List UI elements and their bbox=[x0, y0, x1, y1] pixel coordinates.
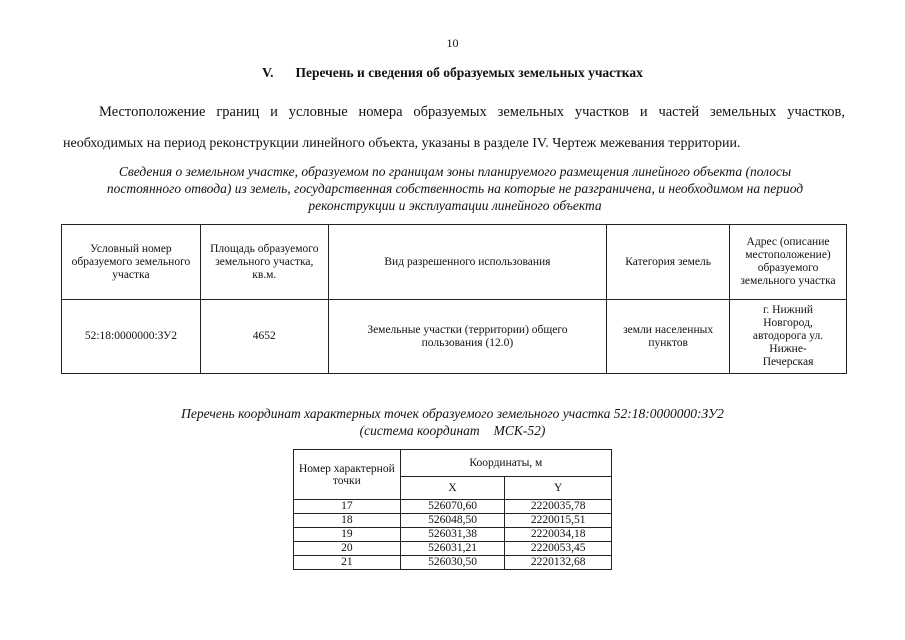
point-cell: 19 bbox=[294, 528, 401, 542]
cell-category: земли населенных пунктов bbox=[607, 300, 730, 374]
caption2-line-2 bbox=[0, 422, 905, 439]
x-cell: 526070,60 bbox=[400, 500, 505, 514]
header-y: Y bbox=[505, 477, 612, 500]
point-cell: 17 bbox=[294, 500, 401, 514]
parcel-table-header-row bbox=[62, 225, 847, 300]
caption2-system-label: (система координат bbox=[359, 423, 480, 438]
cell-address: г. Нижний Новгород, автодорога ул. Нижне-Печерская bbox=[730, 300, 847, 374]
x-cell: 526031,38 bbox=[400, 528, 505, 542]
cell-number: 52:18:0000000:ЗУ2 bbox=[62, 300, 201, 374]
header-use: Вид разрешенного использования bbox=[328, 225, 606, 300]
point-cell: 21 bbox=[294, 556, 401, 570]
header-point: Номер характерной точки bbox=[294, 450, 401, 500]
coords-table-caption bbox=[0, 405, 905, 439]
header-category: Категория земель bbox=[607, 225, 730, 300]
x-cell: 526031,21 bbox=[400, 542, 505, 556]
point-cell: 18 bbox=[294, 514, 401, 528]
table-row bbox=[294, 542, 612, 556]
header-number: Условный номер образуемого земельного участка bbox=[62, 225, 201, 300]
cell-use: Земельные участки (территории) общего пользования (12.0) bbox=[328, 300, 606, 374]
intro-line-2: необходимых на период реконструкции линейного объекта, указаны в разделе IV. Чертеж межевания территории. bbox=[63, 136, 741, 151]
table-row bbox=[294, 556, 612, 570]
coords-header-row-1 bbox=[294, 450, 612, 477]
header-coords: Координаты, м bbox=[400, 450, 611, 477]
intro-paragraph bbox=[63, 97, 845, 159]
cell-area: 4652 bbox=[200, 300, 328, 374]
caption2-line-1: Перечень координат характерных точек образуемого земельного участка 52:18:0000000:ЗУ2 bbox=[181, 406, 724, 421]
parcel-table bbox=[61, 224, 847, 374]
table-row bbox=[294, 528, 612, 542]
section-number: V. bbox=[262, 65, 274, 80]
parcel-table-caption bbox=[60, 163, 850, 214]
y-cell: 2220034,18 bbox=[505, 528, 612, 542]
caption1-line-1: Сведения о земельном участке, образуемом по границам зоны планируемого размещения линейного объекта (полосы bbox=[118, 164, 792, 179]
header-address: Адрес (описание местоположение) образуемого земельного участка bbox=[730, 225, 847, 300]
header-area: Площадь образуемого земельного участка, кв.м. bbox=[200, 225, 328, 300]
y-cell: 2220015,51 bbox=[505, 514, 612, 528]
y-cell: 2220053,45 bbox=[505, 542, 612, 556]
page-number: 10 bbox=[446, 36, 459, 50]
caption1-line-2: постоянного отвода) из земель, государственная собственность на которые не разграничена, и необходимом на период bbox=[106, 181, 804, 196]
section-heading bbox=[0, 65, 905, 81]
coords-table bbox=[293, 449, 612, 570]
x-cell: 526048,50 bbox=[400, 514, 505, 528]
section-title: Перечень и сведения об образуемых земельных участках bbox=[295, 65, 643, 80]
table-row bbox=[294, 500, 612, 514]
caption2-system-name: МСК-52) bbox=[493, 423, 546, 438]
caption1-line-3: реконструкции и эксплуатации линейного объекта bbox=[308, 198, 602, 213]
intro-line-1: Местоположение границ и условные номера образуемых земельных участков и частей земельных участков, bbox=[99, 104, 845, 120]
table-row bbox=[294, 514, 612, 528]
header-x: X bbox=[400, 477, 505, 500]
table-row bbox=[62, 300, 847, 374]
y-cell: 2220035,78 bbox=[505, 500, 612, 514]
point-cell: 20 bbox=[294, 542, 401, 556]
y-cell: 2220132,68 bbox=[505, 556, 612, 570]
x-cell: 526030,50 bbox=[400, 556, 505, 570]
